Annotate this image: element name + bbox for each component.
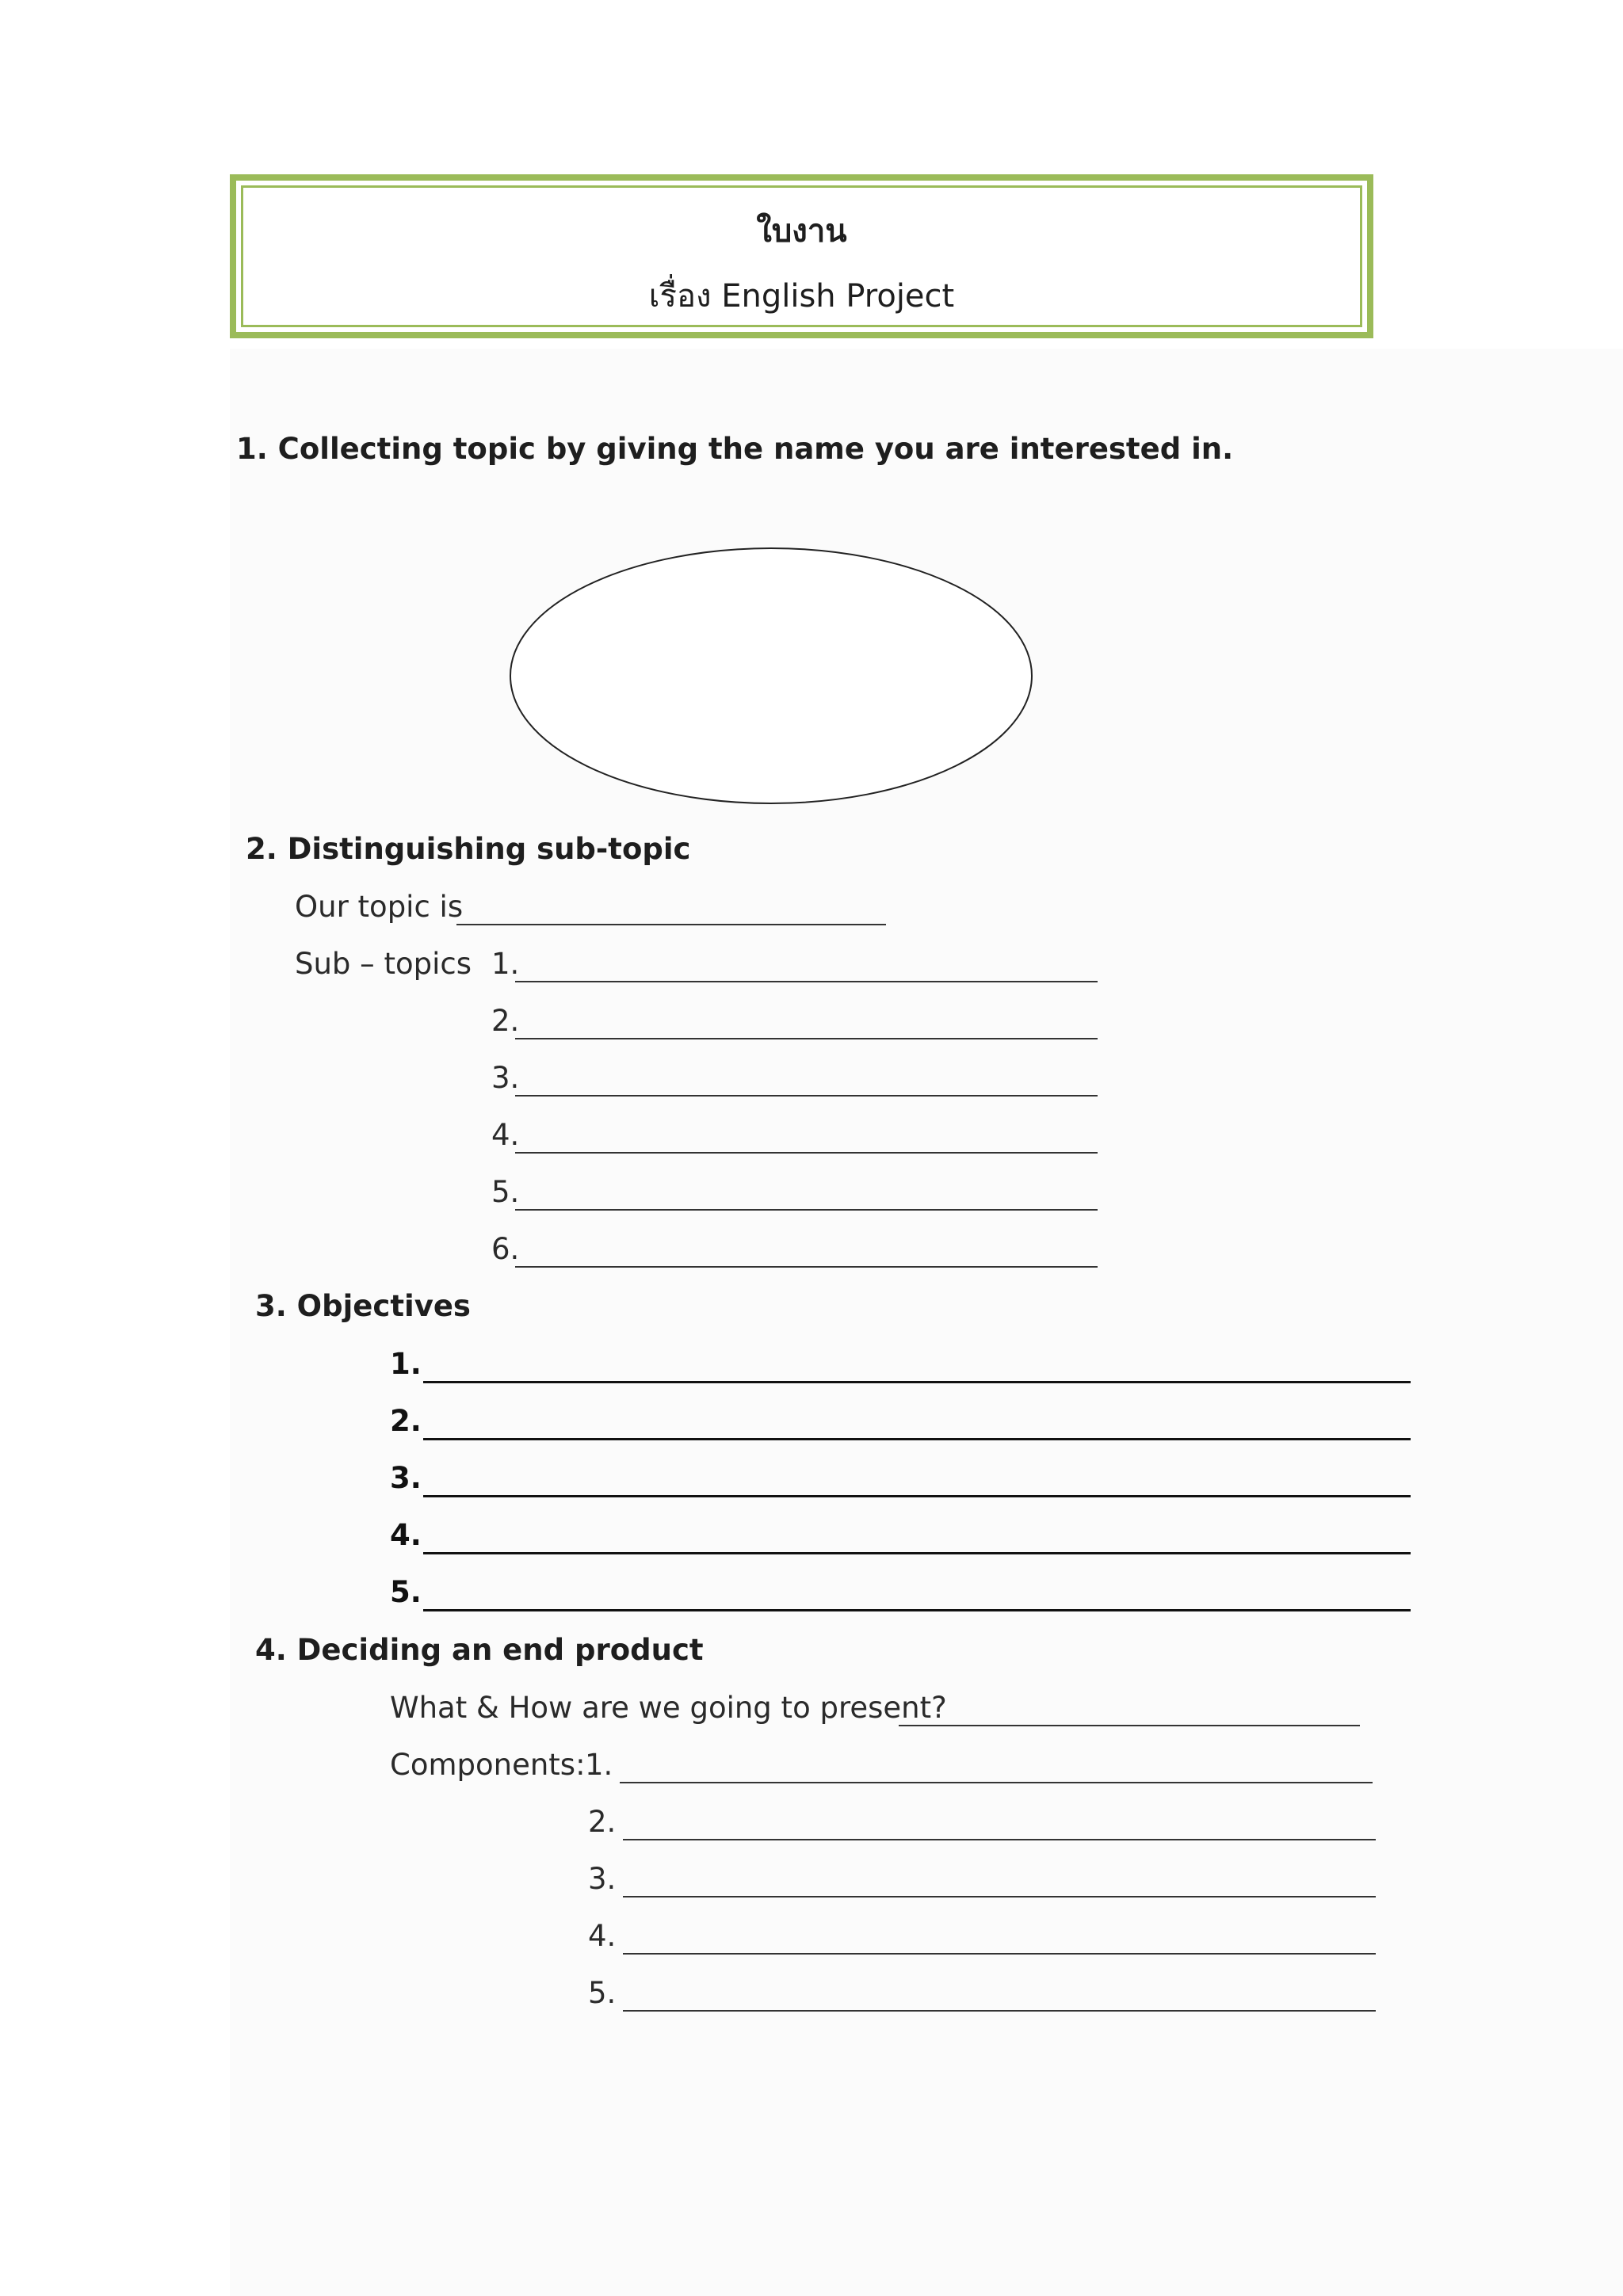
component-number: 2. xyxy=(588,1805,617,1839)
component-line[interactable] xyxy=(623,2010,1376,2012)
components-label: Components: xyxy=(390,1748,586,1782)
present-question: What & How are we going to present? xyxy=(390,1691,947,1725)
objective-number: 4. xyxy=(390,1518,422,1552)
title-box xyxy=(230,174,1373,338)
section2-heading: 2. Distinguishing sub-topic xyxy=(246,832,691,866)
component-number: 5. xyxy=(588,1976,617,2010)
subtopic-number: 6. xyxy=(491,1232,520,1266)
worksheet-title: ใบงาน xyxy=(756,213,847,250)
subtopic-number: 4. xyxy=(491,1118,520,1152)
subtopic-number: 1. xyxy=(491,947,520,981)
our-topic-line[interactable] xyxy=(456,924,886,925)
section3-heading: 3. Objectives xyxy=(255,1289,471,1323)
subtopic-line[interactable] xyxy=(515,1095,1098,1097)
subtopic-number: 5. xyxy=(491,1175,520,1209)
objective-line[interactable] xyxy=(423,1495,1411,1497)
component-line[interactable] xyxy=(623,1953,1376,1955)
component-line[interactable] xyxy=(623,1839,1376,1840)
worksheet-subtitle: เรื่อง English Project xyxy=(648,278,955,315)
subtopic-line[interactable] xyxy=(515,1038,1098,1039)
objective-line[interactable] xyxy=(423,1438,1411,1440)
subtopic-number: 3. xyxy=(491,1061,520,1095)
subtopic-line[interactable] xyxy=(515,1152,1098,1154)
objective-line[interactable] xyxy=(423,1552,1411,1554)
objective-number: 5. xyxy=(390,1575,422,1609)
subtopic-number: 2. xyxy=(491,1004,520,1038)
topic-oval xyxy=(509,547,1033,805)
subtopic-line[interactable] xyxy=(515,1266,1098,1268)
present-answer-line[interactable] xyxy=(899,1725,1360,1726)
our-topic-label: Our topic is xyxy=(295,890,464,924)
component-line[interactable] xyxy=(620,1782,1373,1783)
objective-number: 2. xyxy=(390,1404,422,1438)
component-number: 3. xyxy=(588,1862,617,1896)
title-box-inner xyxy=(241,185,1362,327)
component-number: 4. xyxy=(588,1919,617,1953)
objective-line[interactable] xyxy=(423,1609,1411,1611)
objective-number: 1. xyxy=(390,1347,422,1381)
subtopic-line[interactable] xyxy=(515,1209,1098,1211)
section1-heading: 1. Collecting topic by giving the name you are interested in. xyxy=(236,432,1234,466)
subtopics-label: Sub – topics xyxy=(295,947,472,981)
component-number: 1. xyxy=(585,1748,613,1782)
component-line[interactable] xyxy=(623,1896,1376,1897)
objective-number: 3. xyxy=(390,1461,422,1495)
section4-heading: 4. Deciding an end product xyxy=(255,1633,704,1667)
objective-line[interactable] xyxy=(423,1381,1411,1383)
subtopic-line[interactable] xyxy=(515,981,1098,982)
